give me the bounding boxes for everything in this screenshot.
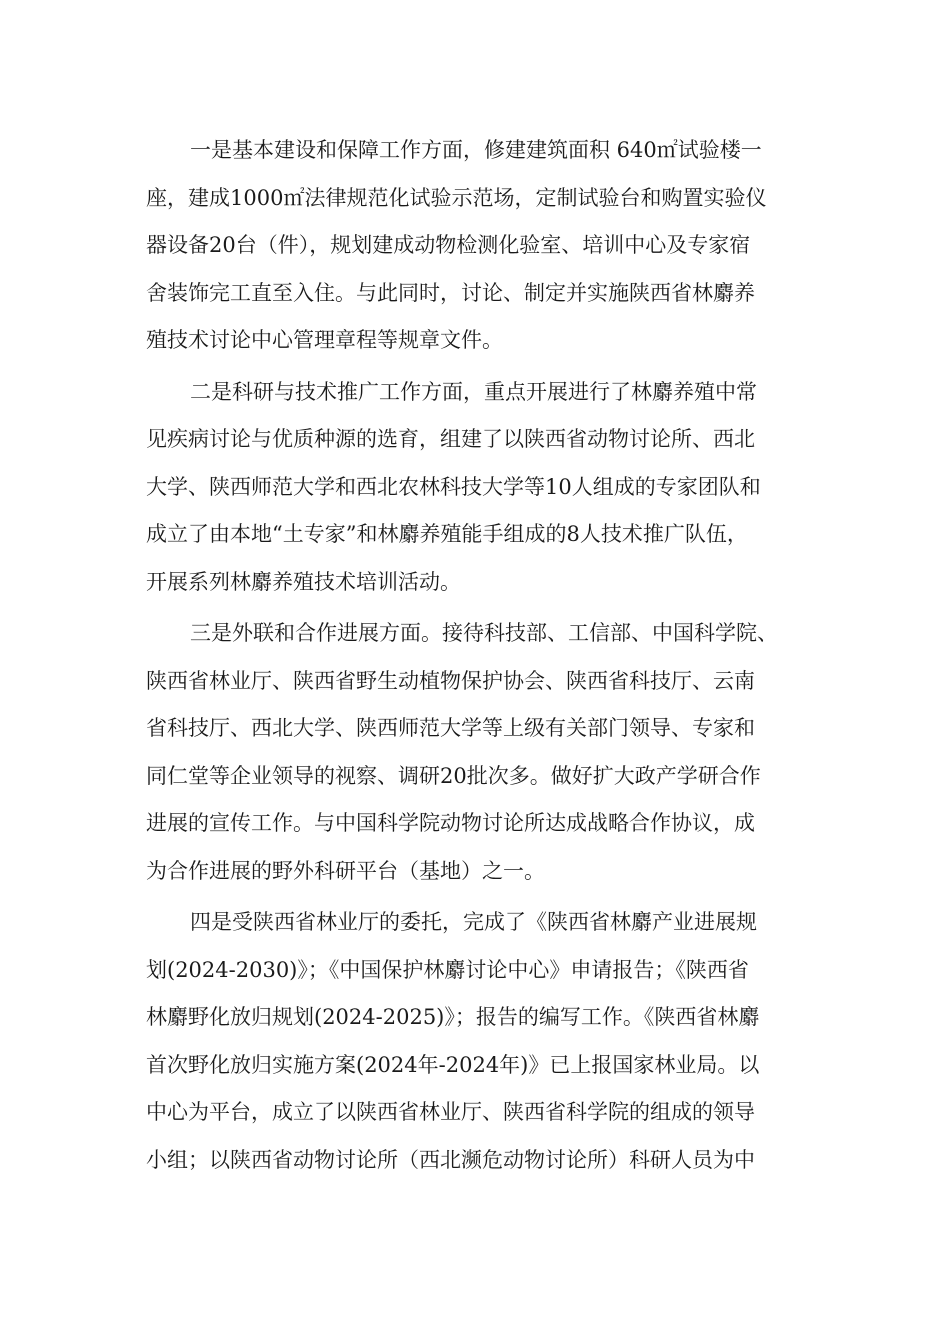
text-line: 同仁堂等企业领导的视察、调研20批次多。做好扩大政产学研合作	[146, 763, 761, 788]
text-line: 舍装饰完工直至入住。与此同时，讨论、制定并实施陕西省林麝养	[146, 280, 755, 305]
text-line: 二是科研与技术推广工作方面，重点开展进行了林麝养殖中常	[190, 379, 757, 404]
text-line: 器设备20台（件），规划建成动物检测化验室、培训中心及专家宿	[146, 233, 751, 257]
text-line: 陕西省林业厅、陕西省野生动植物保护协会、陕西省科技厅、云南	[146, 668, 755, 693]
text-line: 座，建成1000㎡法律规范化试验示范场，定制试验台和购置实验仪	[146, 185, 767, 210]
text-line: 小组；以陕西省动物讨论所（西北濒危动物讨论所）科研人员为中	[146, 1147, 755, 1172]
paragraph-cooperation	[146, 610, 806, 895]
text-line: 林麝野化放归规划(2024-2025)》；报告的编写工作。《陕西省林麝	[146, 1005, 760, 1029]
text-line: 为合作进展的野外科研平台（基地）之一。	[146, 858, 545, 883]
text-line: 首次野化放归实施方案(2024年-2024年)》已上报国家林业局。以	[146, 1052, 760, 1077]
paragraph-planning	[146, 899, 806, 1184]
text-line: 一是基本建设和保障工作方面，修建建筑面积 640㎡试验楼一	[190, 138, 762, 162]
text-line: 成立了由本地“土专家”和林麝养殖能手组成的8人技术推广队伍，	[146, 522, 748, 546]
text-line: 中心为平台，成立了以陕西省林业厅、陕西省科学院的组成的领导	[146, 1100, 755, 1124]
text-line: 划(2024-2030)》；《中国保护林麝讨论中心》申请报告；《陕西省	[146, 957, 749, 982]
paragraph-infrastructure	[146, 127, 806, 365]
text-line: 开展系列林麝养殖技术培训活动。	[146, 569, 461, 594]
paragraph-research	[146, 369, 806, 607]
text-line: 省科技厅、西北大学、陕西师范大学等上级有关部门领导、专家和	[146, 716, 755, 740]
text-line: 进展的宣传工作。与中国科学院动物讨论所达成战略合作协议，成	[146, 811, 755, 835]
text-line: 三是外联和合作进展方面。接待科技部、工信部、中国科学院、	[190, 621, 778, 645]
document-body	[146, 127, 806, 1188]
text-line: 见疾病讨论与优质种源的选育，组建了以陕西省动物讨论所、西北	[146, 427, 755, 451]
text-line: 殖技术讨论中心管理章程等规章文件。	[146, 328, 503, 352]
text-line: 大学、陕西师范大学和西北农林科技大学等10人组成的专家团队和	[146, 474, 761, 499]
text-line: 四是受陕西省林业厅的委托，完成了《陕西省林麝产业进展规	[190, 910, 757, 934]
